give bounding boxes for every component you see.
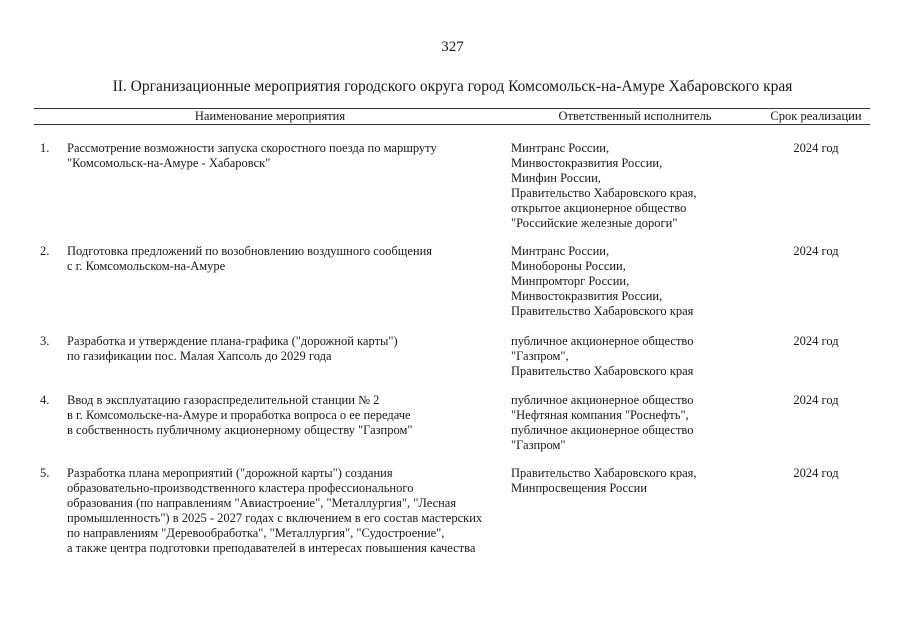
executor-line: Минфин России, — [511, 171, 601, 185]
executor-line: "Газпром" — [511, 438, 566, 452]
activity-name — [67, 393, 507, 438]
executor-line: "Нефтяная компания "Роснефть", — [511, 408, 689, 422]
row-number: 5. — [40, 466, 50, 480]
activity-name-line: "Комсомольск-на-Амуре - Хабаровск" — [67, 156, 271, 170]
executor-line: публичное акционерное общество — [511, 393, 694, 407]
responsible-executor — [511, 244, 761, 319]
activity-name — [67, 141, 507, 171]
implementation-term: 2024 год — [793, 244, 839, 258]
implementation-term: 2024 год — [793, 466, 839, 480]
responsible-executor — [511, 334, 761, 379]
executor-line: Минтранс России, — [511, 141, 610, 155]
executor-line: Минвостокразвития России, — [511, 156, 663, 170]
activity-name-line: промышленность") в 2025 - 2027 годах с включением в его состав мастерских — [67, 511, 483, 525]
activity-name-line: образовательно-производственного кластера профессионального — [67, 481, 414, 495]
row-number: 3. — [40, 334, 50, 348]
row-number: 4. — [40, 393, 50, 407]
executor-line: "Российские железные дороги" — [511, 216, 678, 230]
activity-name — [67, 244, 507, 274]
responsible-executor — [511, 393, 761, 453]
activity-name — [67, 466, 507, 556]
activity-name-line: а также центра подготовки преподавателей в интересах повышения качества — [67, 541, 476, 555]
executor-line: Минпромторг России, — [511, 274, 630, 288]
responsible-executor — [511, 141, 761, 231]
executor-line: Правительство Хабаровского края, — [511, 186, 697, 200]
executor-line: "Газпром", — [511, 349, 569, 363]
activity-name-line: Подготовка предложений по возобновлению воздушного сообщения — [67, 244, 433, 258]
executor-line: Правительство Хабаровского края — [511, 304, 694, 318]
activity-name-line: с г. Комсомольском-на-Амуре — [67, 259, 226, 273]
table-header-rule — [34, 124, 870, 125]
activity-name-line: Ввод в эксплуатацию газораспределительной станции № 2 — [67, 393, 380, 407]
activity-name-line: образования (по направлениям "Авиастроение", "Металлургия", "Лесная — [67, 496, 457, 510]
column-header-executor: Ответственный исполнитель — [558, 109, 712, 123]
activity-name-line: Рассмотрение возможности запуска скоростного поезда по маршруту — [67, 141, 437, 155]
activity-name — [67, 334, 507, 364]
section-title: II. Организационные мероприятия городского округа город Комсомольск-на-Амуре Хабаровского края — [112, 78, 793, 95]
column-header-term: Срок реализации — [770, 109, 862, 123]
executor-line: публичное акционерное общество — [511, 423, 694, 437]
responsible-executor — [511, 466, 761, 496]
executor-line: Правительство Хабаровского края — [511, 364, 694, 378]
implementation-term: 2024 год — [793, 141, 839, 155]
executor-line: Минпросвещения России — [511, 481, 648, 495]
executor-line: Минобороны России, — [511, 259, 626, 273]
implementation-term: 2024 год — [793, 334, 839, 348]
executor-line: Минтранс России, — [511, 244, 610, 258]
column-header-name: Наименование мероприятия — [194, 109, 346, 123]
implementation-term: 2024 год — [793, 393, 839, 407]
row-number: 2. — [40, 244, 50, 258]
row-number: 1. — [40, 141, 50, 155]
activity-name-line: в г. Комсомольске-на-Амуре и проработка вопроса о ее передаче — [67, 408, 411, 422]
activity-name-line: Разработка плана мероприятий ("дорожной карты") создания — [67, 466, 393, 480]
activity-name-line: в собственность публичному акционерному обществу "Газпром" — [67, 423, 413, 437]
activity-name-line: по направлениям "Деревообработка", "Металлургия", "Судостроение", — [67, 526, 445, 540]
executor-line: открытое акционерное общество — [511, 201, 687, 215]
activity-name-line: Разработка и утверждение плана-графика ("дорожной карты") — [67, 334, 398, 348]
executor-line: публичное акционерное общество — [511, 334, 694, 348]
page-number: 327 — [441, 39, 464, 55]
executor-line: Минвостокразвития России, — [511, 289, 663, 303]
executor-line: Правительство Хабаровского края, — [511, 466, 697, 480]
activity-name-line: по газификации пос. Малая Хапсоль до 2029 года — [67, 349, 332, 363]
